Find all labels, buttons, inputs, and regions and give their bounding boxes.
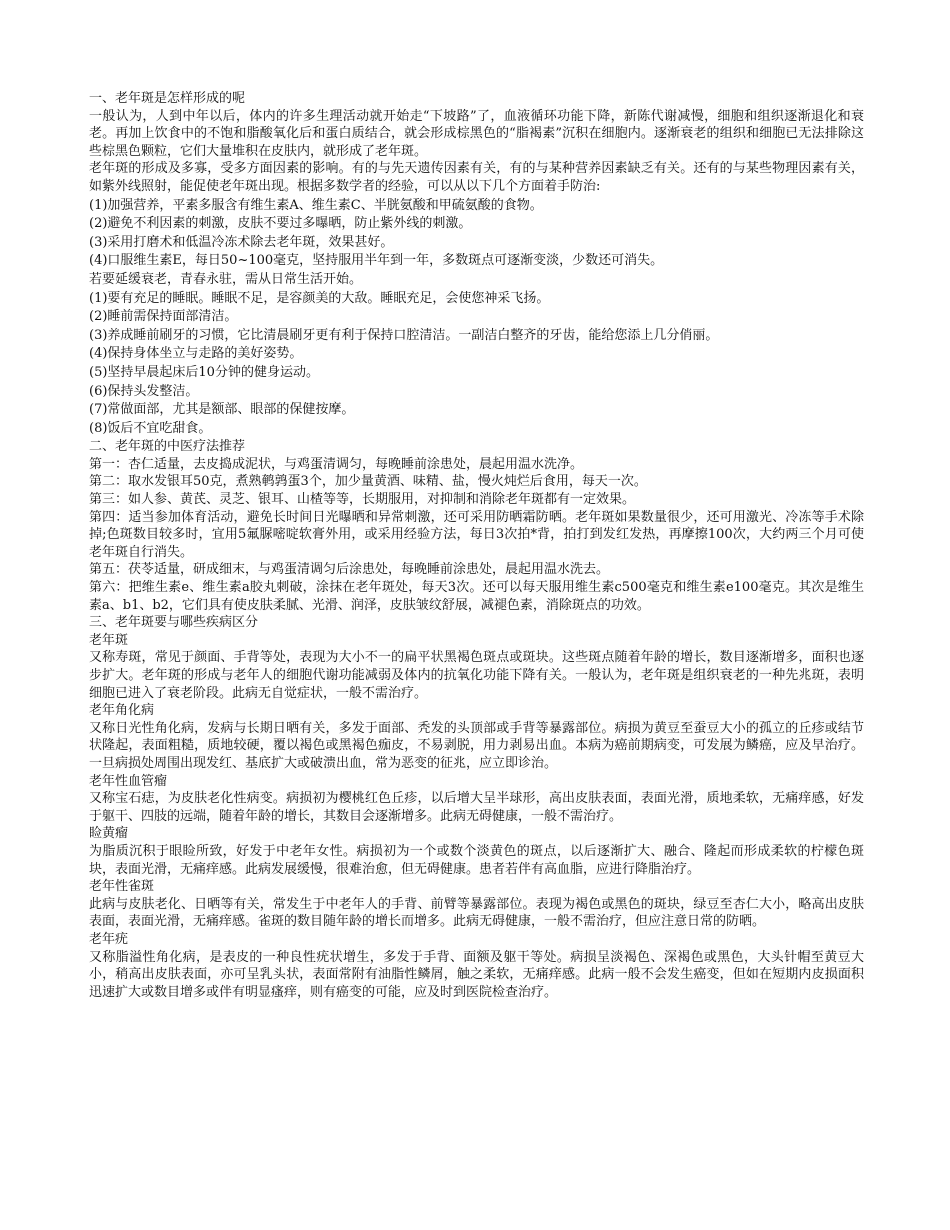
paragraph: 第一：杏仁适量，去皮捣成泥状，与鸡蛋清调匀，每晚睡前涂患处，晨起用温水洗净。	[89, 456, 584, 472]
section-heading: 二、老年斑的中医疗法推荐	[89, 439, 246, 455]
subheading: 老年疣	[89, 931, 129, 947]
paragraph: 若要延缓衰老，青春永驻，需从日常生活开始。	[89, 271, 363, 287]
subheading: 老年性血管瘤	[89, 773, 168, 789]
paragraph: 第六：把维生素e、维生素a胶丸刺破，涂抹在老年斑处，每天3次。还可以每天服用维生素c500毫克和维生素e100毫克。其次是维生素a、b1、b2，它们具有使皮肤柔腻、光滑、润泽，皮肤皱纹舒展，减褪色素，消除斑点的功效。	[89, 580, 864, 613]
list-item: (3)采用打磨术和低温冷冻术除去老年斑，效果甚好。	[89, 234, 394, 250]
list-item: (2)避免不利因素的刺激，皮肤不要过多曝晒，防止紫外线的刺激。	[89, 216, 472, 232]
list-item: (4)保持身体坐立与走路的美好姿势。	[89, 346, 303, 362]
paragraph: 又称日光性角化病，发病与长期日晒有关，多发于面部、秃发的头顶部或手背等暴露部位。病损为黄豆至蚕豆大小的孤立的丘疹或结节状隆起，表面粗糙，质地较硬，覆以褐色或黑褐色痂皮，不易剥脱，用力剥易出血。本病为癌前期病变，可发展为鳞癌，应及早治疗。一旦病损处周围出现发红、基底扩大或破溃出血，常为恶变的征兆，应立即诊治。	[89, 720, 864, 771]
paragraph: 又称宝石痣，为皮肤老化性病变。病损初为樱桃红色丘疹，以后增大呈半球形，高出皮肤表面，表面光滑，质地柔软，无痛痒感，好发于躯干、四肢的远端，随着年龄的增长，其数目会逐渐增多。此病无碍健康，一般不需治疗。	[89, 791, 864, 824]
section-heading: 三、老年斑要与哪些疾病区分	[89, 615, 259, 631]
subheading: 老年斑	[89, 632, 129, 648]
paragraph: 又称脂溢性角化病，是表皮的一种良性疣状增生，多发于手背、面额及躯干等处。病损呈淡褐色、深褐色或黑色，大头针帽至黄豆大小，稍高出皮肤表面，亦可呈乳头状，表面常附有油脂性鳞屑，触之柔软，无痛痒感。此病一般不会发生癌变，但如在短期内皮损面积迅速扩大或数目增多或伴有明显瘙痒，则有癌变的可能，应及时到医院检查治疗。	[89, 949, 864, 1000]
list-item: (7)常做面部，尤其是额部、眼部的保健按摩。	[89, 402, 355, 418]
paragraph: 为脂质沉积于眼睑所致，好发于中老年女性。病损初为一个或数个淡黄色的斑点，以后逐渐扩大、融合、隆起而形成柔软的柠檬色斑块，表面光滑，无痛痒感。此病发展缓慢，很难治愈，但无碍健康。患者若伴有高血脂，应进行降脂治疗。	[89, 843, 864, 877]
paragraph: 老年斑的形成及多寡，受多方面因素的影响。有的与先天遗传因素有关，有的与某种营养因素缺乏有关。还有的与某些物理因素有关，如紫外线照射，能促使老年斑出现。根据多数学者的经验，可以从以下几个方面着手防治:	[89, 161, 864, 194]
paragraph: 第五：茯苓适量，研成细末，与鸡蛋清调匀后涂患处，每晚睡前涂患处，晨起用温水洗去。	[89, 562, 610, 578]
paragraph: 第三：如人参、黄芪、灵芝、银耳、山楂等等，长期服用，对抑制和消除老年斑都有一定效果。	[89, 492, 636, 508]
document-body	[89, 90, 864, 1001]
subheading: 老年角化病	[89, 703, 155, 719]
list-item: (8)饭后不宜吃甜食。	[89, 420, 212, 436]
list-item: (2)睡前需保持面部清洁。	[89, 309, 238, 325]
list-item: (5)坚持早晨起床后10分钟的健身运动。	[89, 364, 319, 380]
subheading: 睑黄瘤	[89, 826, 129, 842]
list-item: (4)口服维生素E，每日50~100毫克，坚持服用半年到一年，多数斑点可逐渐变淡，少数还可消失。	[89, 253, 664, 269]
list-item: (1)加强营养，平素多服含有维生素A、维生素C、半胱氨酸和甲硫氨酸的食物。	[89, 197, 543, 213]
section-heading: 一、老年斑是怎样形成的呢	[89, 91, 246, 106]
subheading: 老年性雀斑	[89, 879, 155, 895]
list-item: (6)保持头发整洁。	[89, 383, 199, 399]
paragraph: 一般认为，人到中年以后，体内的许多生理活动就开始走“下坡路”了，血液循环功能下降，新陈代谢减慢，细胞和组织逐渐退化和衰老。再加上饮食中的不饱和脂酸氧化后和蛋白质结合，就会形成棕黑色的“脂褐素”沉积在细胞内。逐渐衰老的组织和细胞已无法排除这些棕黑色颗粒，它们大量堆积在皮肤内，就形成了老年斑。	[89, 108, 864, 159]
list-item: (1)要有充足的睡眠。睡眠不足，是容颜美的大敌。睡眠充足，会使您神采飞扬。	[89, 290, 550, 306]
paragraph: 第四：适当参加体育活动，避免长时间日光曝晒和异常刺激，还可采用防晒霜防晒。老年斑如果数量很少，还可用激光、冷冻等手术除掉;色斑数目较多时，宜用5氟脲嘧啶软膏外用，或采用经验方法，每日3次拍*背，拍打到发红发热，再摩擦100次，大约两三个月可使老年斑自行消失。	[89, 509, 864, 560]
paragraph: 又称寿斑，常见于颜面、手背等处，表现为大小不一的扁平状黑褐色斑点或斑块。这些斑点随着年龄的增长，数目逐渐增多，面积也逐步扩大。老年斑的形成与老年人的细胞代谢功能减弱及体内的抗氧化功能下降有关。一般认为，老年斑是组织衰老的一种先兆斑，表明细胞已进入了衰老阶段。此病无自觉症状，一般不需治疗。	[89, 650, 864, 701]
list-item: (3)养成睡前刷牙的习惯，它比清晨刷牙更有利于保持口腔清洁。一副洁白整齐的牙齿，能给您添上几分俏丽。	[89, 327, 719, 343]
paragraph: 第二：取水发银耳50克，煮熟鹌鹑蛋3个，加少量黄酒、味精、盐，慢火炖烂后食用，每天一次。	[89, 474, 647, 490]
paragraph: 此病与皮肤老化、日晒等有关，常发生于中老年人的手背、前臂等暴露部位。表现为褐色或黑色的斑块，绿豆至杏仁大小，略高出皮肤表面，表面光滑，无痛痒感。雀斑的数目随年龄的增长而增多。此病无碍健康，一般不需治疗，但应注意日常的防晒。	[89, 896, 864, 930]
